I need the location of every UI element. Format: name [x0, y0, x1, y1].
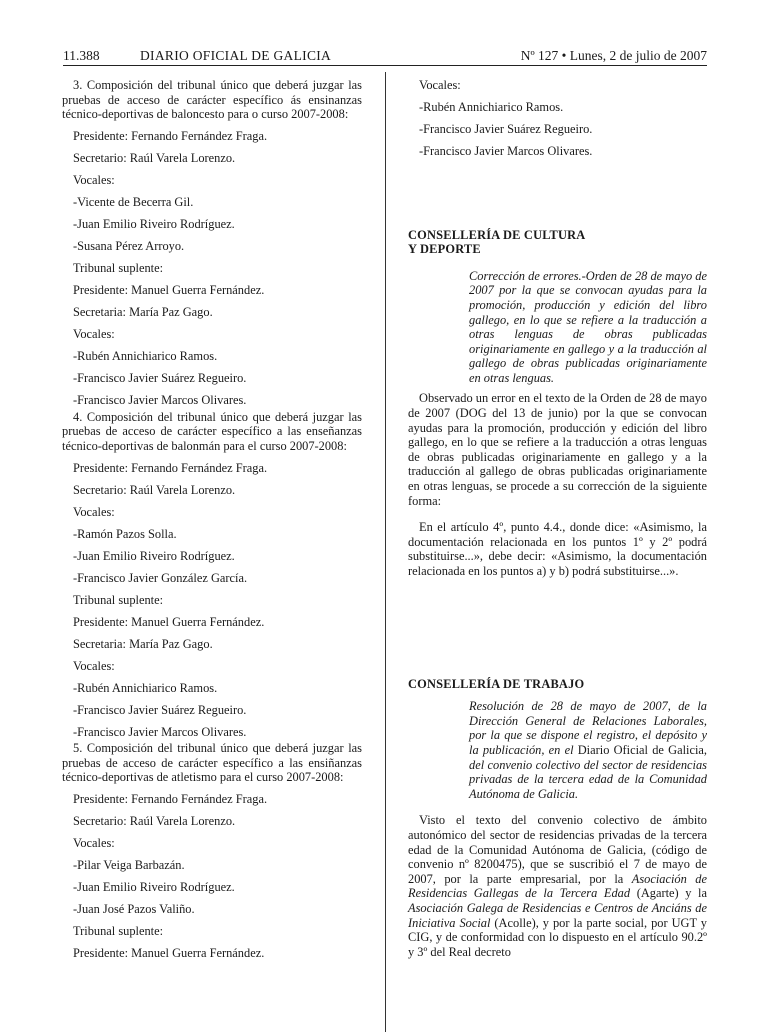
list-item: -Francisco Javier Marcos Olivares. — [73, 724, 247, 739]
list-item: Tribunal suplente: — [73, 924, 164, 939]
association-name: Asociación de Residencias Gallegas de la Tercera Edad — [408, 871, 707, 901]
list-item: Vocales: — [73, 658, 115, 673]
section-4-paragraph: 4. Composición del tribunal único que deberá juzgar las pruebas de acceso de carácter específico a las enseñanzas técnico-deportivas de balonmán para el curso 2007-2008: — [62, 409, 362, 453]
summary-text: del convenio colectivo del sector de residencias privadas de la tercera edad de la Comunidad Autónoma de Galicia. — [469, 757, 707, 801]
journal-name: Diario Oficial de Galicia, — [577, 742, 707, 757]
section-4-list — [62, 461, 362, 739]
list-item: -Francisco Javier Suárez Regueiro. — [73, 702, 247, 717]
trabajo-section — [408, 677, 707, 960]
right-column — [408, 78, 707, 959]
cultura-summary: Corrección de errores.-Orden de 28 de mayo de 2007 por la que se convocan ayudas para la promoción, producción y edición del libro gallego, en lo que se refiere a la traducción a otras lenguas de obras publicadas originariamente en gallego y a la traducción al gallego de obras publicadas originariamente en otras lenguas. — [469, 268, 707, 385]
list-item: -Juan Emilio Riveiro Rodríguez. — [73, 548, 235, 563]
section-5-list — [62, 792, 362, 960]
list-item: Presidente: Manuel Guerra Fernández. — [73, 946, 265, 961]
list-item: Presidente: Manuel Guerra Fernández. — [73, 283, 265, 298]
body-text: Visto el texto del convenio colectivo de ámbito autonómico del sector de residencias privadas de la tercera edad de la Comunidad Autónoma de Galicia, (código de convenio nº 8200475), que se suscribió el 7 de mayo de 2007, por la parte empresarial, por la — [408, 813, 707, 886]
list-item: -Juan Emilio Riveiro Rodríguez. — [73, 217, 235, 232]
list-item: Secretaria: María Paz Gago. — [73, 305, 213, 320]
list-item: -Susana Pérez Arroyo. — [73, 239, 185, 254]
list-item: Vocales: — [73, 173, 115, 188]
list-item: Vocales: — [73, 504, 115, 519]
list-item: Presidente: Fernando Fernández Fraga. — [73, 792, 268, 807]
list-item: Vocales: — [419, 78, 461, 92]
list-item: Vocales: — [73, 327, 115, 342]
issue-info: Nº 127 • Lunes, 2 de julio de 2007 — [520, 48, 707, 63]
list-item: Secretario: Raúl Varela Lorenzo. — [73, 151, 236, 166]
list-item: Presidente: Fernando Fernández Fraga. — [73, 129, 268, 144]
list-item: Secretario: Raúl Varela Lorenzo. — [73, 482, 236, 497]
association-name: Asociación Galega de Residencias e Centros de Anciáns de Iniciativa Social — [408, 900, 707, 930]
cultura-paragraph-1: Observado un error en el texto de la Orden de 28 de mayo de 2007 (DOG del 13 de junio) por la que se convocan ayudas para la promoción, producción y edición del libro gallego, en lo que se refiere a la traducción a otras lenguas de obras publicadas originariamente en gallego y a la traducción al gallego de obras publicadas originariamente en otras lenguas, se procede a su corrección de la siguiente forma: — [408, 391, 707, 508]
section-heading: CONSELLERÍA DE TRABAJO — [408, 676, 585, 691]
cultura-section — [408, 228, 707, 579]
list-item: Presidente: Fernando Fernández Fraga. — [73, 460, 268, 475]
list-item: Presidente: Manuel Guerra Fernández. — [73, 614, 265, 629]
list-item: -Francisco Javier Suárez Regueiro. — [419, 121, 593, 136]
list-item: -Francisco Javier Suárez Regueiro. — [73, 371, 247, 385]
section-heading: CONSELLERÍA DE CULTURA — [408, 227, 586, 242]
list-item: -Ramón Pazos Solla. — [73, 526, 177, 541]
list-item: -Rubén Annichiarico Ramos. — [73, 680, 218, 695]
summary-text: Resolución de 28 de mayo de 2007, de la Dirección General de Relaciones Laborales, por la que se dispone el registro, el depósito y la publicación, en el — [469, 699, 707, 757]
section-3-paragraph: 3. Composición del tribunal único que deberá juzgar las pruebas de acceso de carácter específico ás ensinanzas técnico-deportivas de baloncesto para o curso 2007-2008: — [62, 78, 362, 122]
list-item: -Francisco Javier González García. — [73, 570, 248, 585]
list-item: -Juan José Pazos Valiño. — [73, 902, 195, 917]
trabajo-paragraph — [408, 813, 707, 959]
publication-title: DIARIO OFICIAL DE GALICIA — [140, 48, 332, 63]
list-item: Secretario: Raúl Varela Lorenzo. — [73, 814, 236, 829]
trabajo-summary — [408, 699, 707, 801]
list-item: -Francisco Javier Marcos Olivares. — [419, 143, 593, 158]
list-item: -Rubén Annichiarico Ramos. — [73, 349, 218, 364]
section-3-list — [62, 129, 362, 407]
list-item: Secretaria: María Paz Gago. — [73, 636, 213, 651]
cultura-paragraph-2: En el artículo 4º, punto 4.4., donde dice: «Asimismo, la documentación relacionada en los puntos 1º y 2º podrá substituirse...», debe decir: «Asimismo, la documentación relacionada en los puntos a) y b) podrá substituirse...». — [408, 520, 707, 579]
list-item: -Vicente de Becerra Gil. — [73, 195, 194, 210]
list-item: -Juan Emilio Riveiro Rodríguez. — [73, 880, 235, 895]
section-5-paragraph: 5. Composición del tribunal único que deberá juzgar las pruebas de acceso de carácter específico a las ensiñanzas técnico-deportivas de atletismo para el curso 2007-2008: — [62, 741, 362, 785]
body-text: (Agarte) y la — [636, 886, 707, 901]
section-heading-continued: Y DEPORTE — [408, 242, 481, 257]
body-text: (Acolle), y por la parte social, por UGT y CIG, y de conformidad con lo dispuesto en el artículo 90.2º y 3º del Real decreto — [408, 915, 707, 959]
list-item: Tribunal suplente: — [73, 261, 164, 276]
list-item: Vocales: — [73, 836, 115, 851]
page-header — [63, 47, 707, 66]
list-item: -Pilar Veiga Barbazán. — [73, 858, 185, 873]
list-item: -Francisco Javier Marcos Olivares. — [73, 392, 247, 407]
page-number: 11.388 — [63, 48, 100, 63]
column-divider — [385, 72, 386, 1032]
list-item: Tribunal suplente: — [73, 592, 164, 607]
list-item: -Rubén Annichiarico Ramos. — [419, 99, 564, 114]
left-column — [62, 78, 362, 961]
continued-list — [408, 78, 707, 159]
